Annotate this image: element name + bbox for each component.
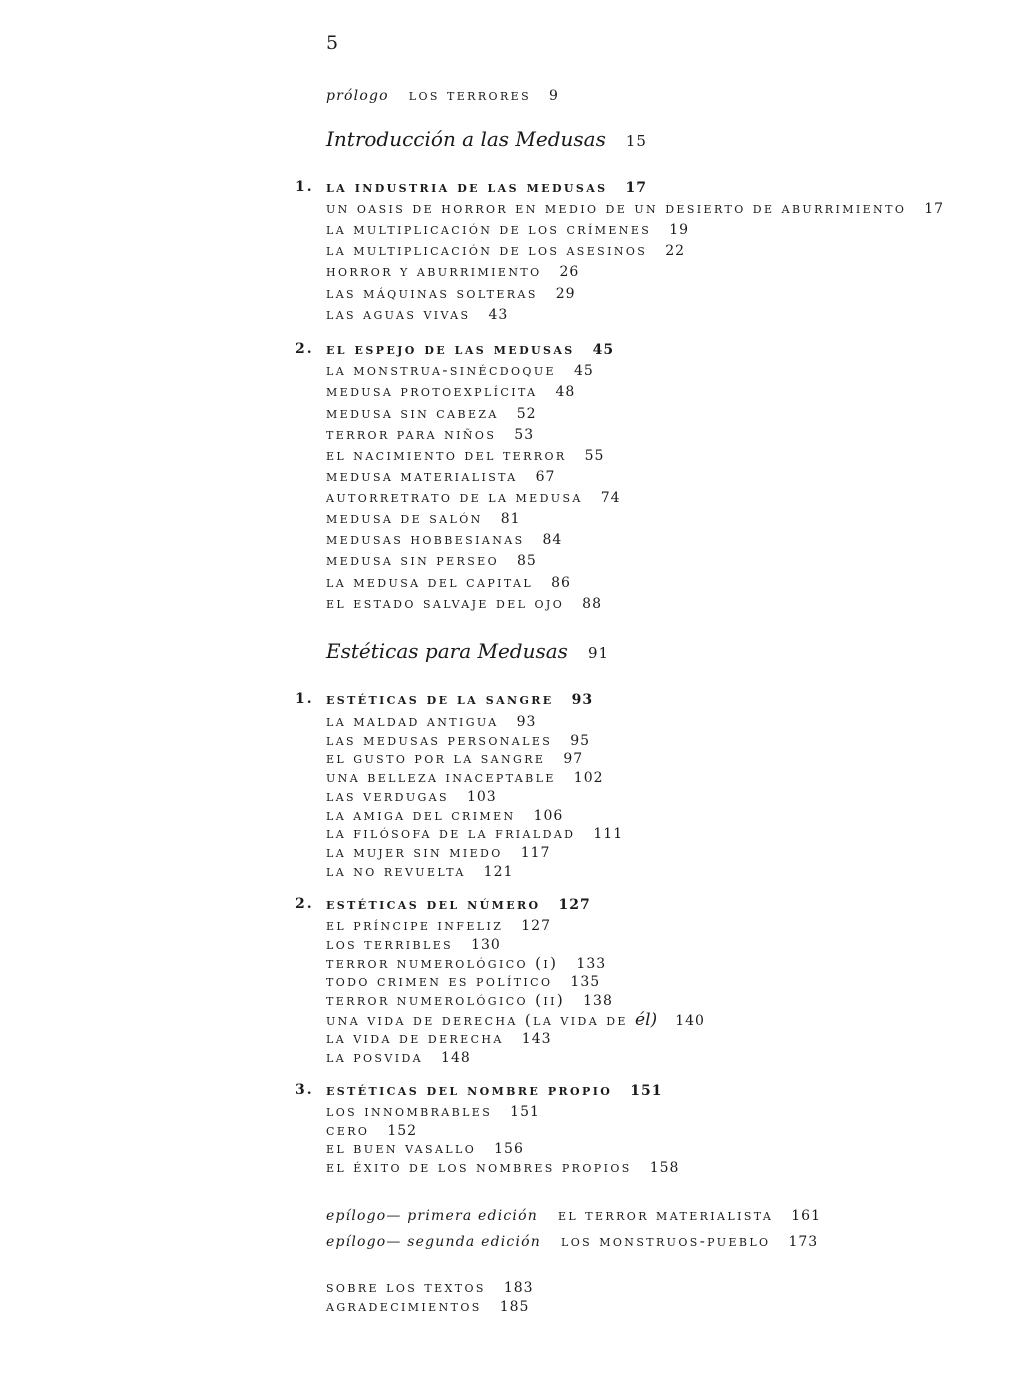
page-number: 5 bbox=[326, 32, 339, 54]
chapter-page: 93 bbox=[571, 692, 594, 708]
section-title: horror y aburrimiento bbox=[326, 262, 542, 280]
section-title: las máquinas solteras bbox=[326, 284, 538, 302]
chapter-number: 2. bbox=[295, 341, 314, 357]
toc-prologue bbox=[326, 87, 559, 103]
toc-section bbox=[326, 1031, 552, 1046]
section-page: 95 bbox=[570, 733, 591, 749]
section-page: 81 bbox=[500, 511, 521, 527]
part-page: 15 bbox=[625, 132, 647, 150]
toc-section bbox=[326, 201, 944, 216]
section-page: 22 bbox=[665, 243, 686, 259]
part-heading bbox=[326, 129, 647, 149]
section-page: 138 bbox=[583, 993, 613, 1009]
section-page: 158 bbox=[649, 1160, 680, 1176]
section-title: la posvida bbox=[326, 1048, 424, 1066]
section-page: 117 bbox=[520, 845, 551, 861]
toc-section bbox=[326, 789, 497, 804]
part-page: 91 bbox=[587, 644, 610, 662]
prologue-label: prólogo bbox=[326, 88, 389, 104]
toc-section bbox=[326, 490, 621, 505]
section-title: una belleza inaceptable bbox=[326, 768, 556, 786]
toc-section bbox=[326, 733, 590, 748]
section-page: 133 bbox=[576, 956, 607, 972]
section-page: 143 bbox=[521, 1031, 552, 1047]
toc-section bbox=[326, 770, 604, 785]
section-title: el éxito de los nombres propios bbox=[326, 1158, 632, 1176]
section-title: medusa protoexplícita bbox=[326, 382, 538, 400]
section-title: medusas hobbesianas bbox=[326, 530, 525, 548]
toc-section bbox=[326, 469, 555, 484]
section-page: 151 bbox=[510, 1104, 540, 1120]
section-title: la no revuelta bbox=[326, 862, 466, 880]
back-matter-page: 183 bbox=[503, 1280, 534, 1296]
section-page: 53 bbox=[514, 427, 535, 443]
chapter-heading bbox=[295, 690, 594, 708]
section-page: 93 bbox=[516, 714, 537, 730]
chapter-heading bbox=[295, 1081, 663, 1099]
toc-section bbox=[326, 406, 537, 421]
chapter-number: 1. bbox=[295, 691, 314, 707]
section-title: la vida de derecha bbox=[326, 1029, 504, 1047]
toc-section bbox=[326, 993, 613, 1008]
toc-section bbox=[326, 286, 576, 301]
section-page: 106 bbox=[533, 808, 564, 824]
section-page: 97 bbox=[563, 751, 584, 767]
toc-section bbox=[326, 1123, 417, 1138]
section-title: medusa sin perseo bbox=[326, 551, 500, 569]
section-title: terror numerológico (ii) bbox=[326, 991, 566, 1009]
section-page: 86 bbox=[551, 575, 571, 591]
prologue-page: 9 bbox=[549, 88, 559, 104]
section-page: 84 bbox=[542, 532, 563, 548]
section-page: 103 bbox=[466, 789, 497, 805]
toc-section bbox=[326, 384, 575, 399]
section-page: 130 bbox=[471, 937, 501, 953]
section-page: 140 bbox=[675, 1013, 705, 1029]
section-page: 148 bbox=[441, 1050, 471, 1066]
toc-section bbox=[326, 918, 551, 933]
section-title: el príncipe infeliz bbox=[326, 916, 504, 934]
section-page: 67 bbox=[535, 469, 556, 485]
section-title: un oasis de horror en medio de un desierto de aburrimiento bbox=[326, 199, 907, 217]
section-page: 135 bbox=[570, 974, 601, 990]
section-title: medusa materialista bbox=[326, 467, 518, 485]
epilogue-label: epílogo— primera edición bbox=[326, 1208, 538, 1224]
epilogue-label: epílogo— segunda edición bbox=[326, 1234, 541, 1250]
chapter-page: 17 bbox=[625, 180, 647, 196]
chapter-title: estéticas de la sangre bbox=[326, 690, 554, 708]
toc-section bbox=[326, 826, 623, 841]
section-title: la medusa del capital bbox=[326, 573, 534, 591]
toc-back-matter bbox=[326, 1299, 529, 1314]
toc-section bbox=[326, 427, 534, 442]
section-page: 48 bbox=[555, 384, 576, 400]
section-page: 74 bbox=[600, 490, 621, 506]
section-title-italic: él) bbox=[635, 1010, 658, 1030]
toc-section bbox=[326, 974, 600, 989]
section-title: la mujer sin miedo bbox=[326, 843, 503, 861]
section-title: autorretrato de la medusa bbox=[326, 488, 583, 506]
section-title: el nacimiento del terror bbox=[326, 446, 567, 464]
section-title: la monstrua-sinécdoque bbox=[326, 361, 556, 379]
section-title: la amiga del crimen bbox=[326, 806, 516, 824]
section-title: los innombrables bbox=[326, 1102, 493, 1120]
section-title: las medusas personales bbox=[326, 731, 553, 749]
chapter-heading bbox=[295, 178, 647, 196]
epilogue-page: 173 bbox=[788, 1234, 819, 1250]
prologue-title: los terrores bbox=[408, 86, 532, 104]
section-title: cero bbox=[326, 1121, 370, 1139]
toc-section bbox=[326, 808, 563, 823]
toc-back-matter bbox=[326, 1280, 534, 1295]
chapter-heading bbox=[295, 895, 591, 913]
section-title: una vida de derecha (la vida de bbox=[326, 1011, 628, 1029]
section-title: la filósofa de la frialdad bbox=[326, 824, 576, 842]
epilogue-title: el terror materialista bbox=[557, 1206, 774, 1224]
section-title: el buen vasallo bbox=[326, 1139, 477, 1157]
section-page: 45 bbox=[573, 363, 594, 379]
toc-section bbox=[326, 511, 521, 526]
toc-section bbox=[326, 1160, 679, 1175]
section-page: 26 bbox=[559, 264, 580, 280]
toc-section bbox=[326, 1050, 471, 1065]
toc-section bbox=[326, 1012, 705, 1029]
section-title: medusa sin cabeza bbox=[326, 404, 499, 422]
chapter-title: estéticas del nombre propio bbox=[326, 1081, 613, 1099]
toc-epilogue bbox=[326, 1233, 818, 1249]
section-title: terror para niños bbox=[326, 425, 497, 443]
toc-section bbox=[326, 553, 537, 568]
section-page: 121 bbox=[483, 864, 514, 880]
chapter-title: el espejo de las medusas bbox=[326, 340, 575, 358]
section-title: todo crimen es político bbox=[326, 972, 553, 990]
toc-section bbox=[326, 751, 583, 766]
section-title: el gusto por la sangre bbox=[326, 749, 546, 767]
section-page: 19 bbox=[669, 222, 690, 238]
toc-section bbox=[326, 448, 604, 463]
epilogue-page: 161 bbox=[791, 1208, 821, 1224]
part-title: Introducción a las Medusas bbox=[326, 127, 606, 151]
section-title: las aguas vivas bbox=[326, 305, 471, 323]
toc-epilogue bbox=[326, 1207, 821, 1223]
chapter-page: 127 bbox=[558, 897, 591, 913]
part-heading bbox=[326, 641, 609, 661]
epilogue-title: los monstruos-pueblo bbox=[560, 1232, 771, 1250]
section-page: 88 bbox=[582, 596, 602, 612]
toc-section bbox=[326, 714, 536, 729]
section-page: 85 bbox=[517, 553, 537, 569]
toc-section bbox=[326, 243, 685, 258]
section-page: 43 bbox=[488, 307, 509, 323]
toc-section bbox=[326, 845, 550, 860]
back-matter-title: sobre los textos bbox=[326, 1278, 486, 1296]
toc-section bbox=[326, 222, 689, 237]
toc-section bbox=[326, 596, 602, 611]
toc-section bbox=[326, 1104, 540, 1119]
section-page: 152 bbox=[387, 1123, 418, 1139]
part-title: Estéticas para Medusas bbox=[326, 639, 568, 663]
chapter-heading bbox=[295, 340, 615, 358]
chapter-page: 45 bbox=[592, 342, 615, 358]
chapter-title: estéticas del número bbox=[326, 895, 541, 913]
section-title: el estado salvaje del ojo bbox=[326, 594, 565, 612]
chapter-number: 1. bbox=[295, 179, 314, 195]
chapter-number: 3. bbox=[295, 1082, 314, 1098]
section-title: medusa de salón bbox=[326, 509, 483, 527]
toc-section bbox=[326, 864, 513, 879]
section-page: 52 bbox=[516, 406, 537, 422]
chapter-number: 2. bbox=[295, 896, 314, 912]
section-title: la maldad antigua bbox=[326, 712, 499, 730]
section-page: 17 bbox=[924, 201, 945, 217]
section-title: la multiplicación de los crímenes bbox=[326, 220, 652, 238]
section-title: terror numerológico (i) bbox=[326, 954, 559, 972]
back-matter-page: 185 bbox=[499, 1299, 530, 1315]
toc-section bbox=[326, 937, 501, 952]
section-page: 111 bbox=[593, 826, 624, 842]
chapter-title: la industria de las medusas bbox=[326, 178, 608, 196]
section-page: 55 bbox=[584, 448, 605, 464]
toc-section bbox=[326, 532, 562, 547]
toc-section bbox=[326, 307, 508, 322]
back-matter-title: agradecimientos bbox=[326, 1297, 482, 1315]
toc-section bbox=[326, 956, 606, 971]
chapter-page: 151 bbox=[630, 1083, 663, 1099]
section-page: 127 bbox=[521, 918, 551, 934]
section-title: la multiplicación de los asesinos bbox=[326, 241, 648, 259]
section-page: 102 bbox=[573, 770, 604, 786]
toc-section bbox=[326, 264, 579, 279]
section-page: 29 bbox=[555, 286, 576, 302]
section-page: 156 bbox=[494, 1141, 524, 1157]
toc-section bbox=[326, 1141, 524, 1156]
toc-section bbox=[326, 363, 594, 378]
section-title: las verdugas bbox=[326, 787, 449, 805]
toc-section bbox=[326, 575, 571, 590]
section-title: los terribles bbox=[326, 935, 454, 953]
